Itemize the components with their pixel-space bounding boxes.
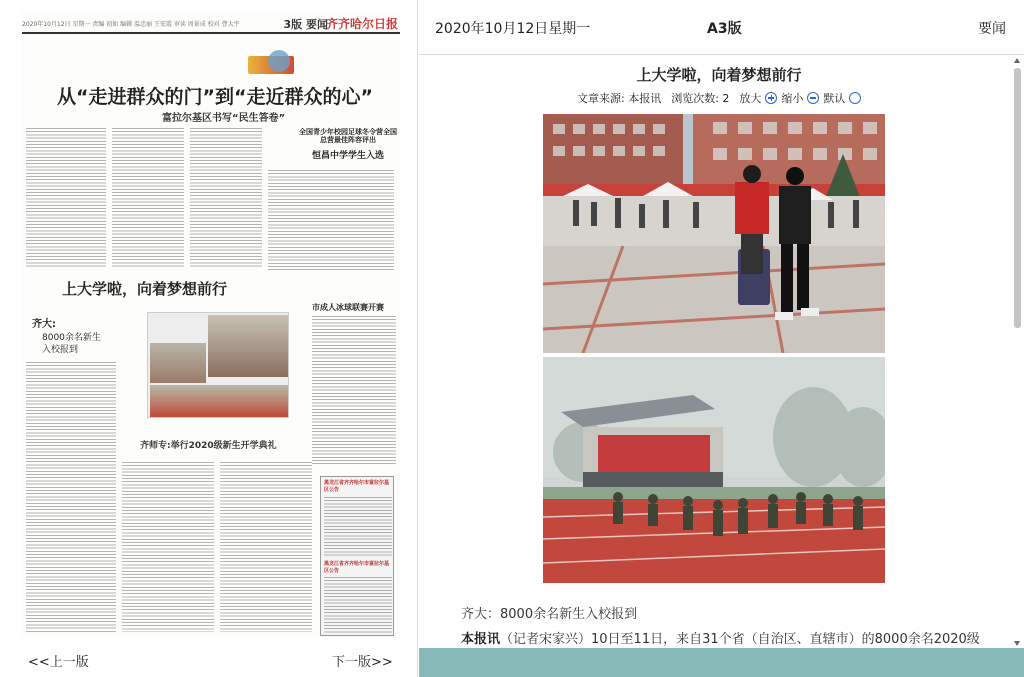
notice-text xyxy=(324,577,392,633)
scrollbar-thumb[interactable] xyxy=(1014,68,1021,328)
article-text-block xyxy=(312,316,396,466)
issue-date: 2020年10月12日星期一 xyxy=(435,21,591,37)
notice-heading: 黑龙江省齐齐哈尔市富拉尔基区公告 xyxy=(324,561,390,574)
article-text-block xyxy=(26,362,116,632)
minus-circle-icon[interactable] xyxy=(807,92,819,104)
vertical-scrollbar[interactable] xyxy=(1013,56,1022,648)
article-photo-arrival xyxy=(543,114,885,353)
edition-label: A3版 xyxy=(707,21,742,37)
page-headline-second[interactable]: 上大学啦，向着梦想前行 xyxy=(62,280,228,298)
footer-bar xyxy=(419,648,1024,677)
zoom-in-label: 放大 xyxy=(739,92,762,105)
scroll-up-arrow-icon[interactable] xyxy=(1014,58,1020,63)
page-photo-group[interactable] xyxy=(147,312,289,418)
article-toolbar xyxy=(577,90,865,106)
article-text-block xyxy=(190,128,262,268)
page-edition-label: 3版 要闻 xyxy=(283,18,328,31)
page-headline-main[interactable]: 从“走进群众的门”到“走近群众的心” xyxy=(57,86,373,108)
default-size-label: 默认 xyxy=(823,92,846,105)
qd-subtitle: 8000余名新生 入校报到 xyxy=(42,333,101,355)
side-headline-1[interactable]: 全国青少年校园足球冬令营全国总营最佳阵容评出 xyxy=(299,128,397,144)
views-label: 浏览次数: 2 xyxy=(671,92,730,105)
article-photo-ceremony xyxy=(543,357,885,583)
notice-heading: 黑龙江省齐齐哈尔市富拉尔基区公告 xyxy=(324,480,390,493)
article-text-block xyxy=(220,462,312,632)
article-paragraph-1: 齐大：8000余名新生入校报到 xyxy=(461,607,638,622)
qd-title: 齐大: xyxy=(32,319,56,330)
plus-circle-icon[interactable] xyxy=(765,92,777,104)
ceremony-photo-art xyxy=(543,357,885,583)
article-title: 上大学啦，向着梦想前行 xyxy=(636,66,802,84)
article-paragraph-lead: 本报讯 xyxy=(461,632,501,647)
source-label: 文章来源: 本报讯 xyxy=(577,92,662,105)
banner-graphic-circle xyxy=(268,50,290,72)
page-headline-sub: 富拉尔基区书写“民生答卷” xyxy=(162,113,286,124)
newspaper-brand: 齐齐哈尔日报 xyxy=(325,17,398,31)
section-label: 要闻 xyxy=(978,21,1006,37)
zoom-out-label: 缩小 xyxy=(781,92,804,105)
qsh-headline[interactable]: 齐师专:举行2020级新生开学典礼 xyxy=(140,441,277,451)
circle-icon[interactable] xyxy=(849,92,861,104)
article-text-block xyxy=(26,128,106,268)
article-text-block xyxy=(122,462,214,632)
public-notice-box xyxy=(320,476,394,636)
scroll-down-arrow-icon[interactable] xyxy=(1014,641,1020,646)
reader-header xyxy=(419,0,1024,55)
prev-page-link[interactable]: <<上一版 xyxy=(28,655,89,670)
article-text-block xyxy=(268,170,394,270)
article-paragraph-2 xyxy=(461,628,980,647)
page-preview-pane xyxy=(0,0,418,677)
page-photo xyxy=(150,385,288,417)
page-photo xyxy=(208,315,288,377)
article-reader-pane xyxy=(419,0,1024,677)
side-headline-2[interactable]: 恒昌中学学生入选 xyxy=(311,151,384,161)
page-header-line xyxy=(22,16,400,34)
city-sports-headline[interactable]: 市成人冰球联赛开赛 xyxy=(312,303,384,312)
article-text-block xyxy=(112,128,184,268)
article-scroll-area[interactable] xyxy=(419,56,1024,648)
article-paragraph-rest: （记者宋家兴）10日至11日，来自31个省（自治区、直辖市）的8000余名2020级 xyxy=(500,632,980,647)
newspaper-page-image[interactable] xyxy=(22,10,400,638)
arrival-photo-art xyxy=(543,114,885,353)
next-page-link[interactable]: 下一版>> xyxy=(332,655,393,670)
notice-text xyxy=(324,497,392,557)
page-meta-text: 2020年10月12日 星期一 责编 初如 编辑 温忠丽 王宏霞 审读 周景成 校对 曹大宇 xyxy=(22,21,240,28)
page-photo xyxy=(150,343,206,383)
